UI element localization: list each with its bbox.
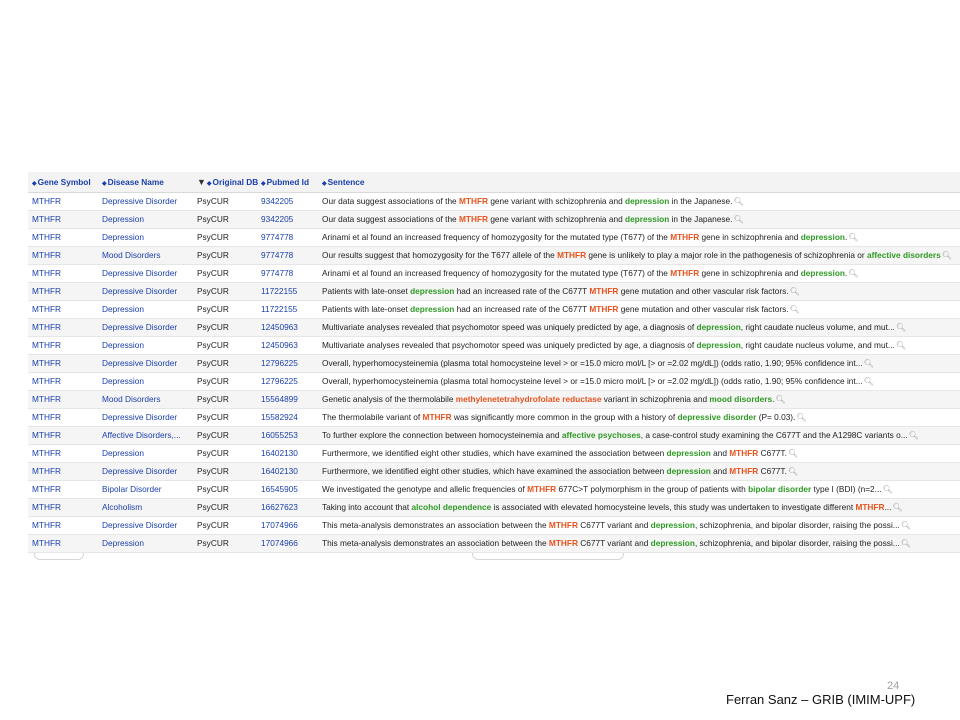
sentence-text: (P= 0.03). bbox=[756, 412, 796, 422]
sentence-text: To further explore the connection between homocysteinemia and bbox=[322, 430, 562, 440]
sentence-text: . bbox=[772, 394, 775, 404]
disease-mention: depression bbox=[625, 196, 670, 206]
disease-name-link[interactable]: Mood Disorders bbox=[98, 390, 193, 408]
sentence-text: and bbox=[710, 448, 730, 458]
sort-icon: ◆ bbox=[322, 180, 327, 187]
table-row bbox=[28, 516, 960, 534]
pubmed-id-link[interactable]: 15564899 bbox=[257, 390, 318, 408]
gene-symbol-link[interactable]: MTHFR bbox=[28, 282, 98, 300]
disease-name-link[interactable]: Depression bbox=[98, 534, 193, 552]
disease-mention: alcohol dependence bbox=[411, 502, 492, 512]
disease-name-link[interactable]: Affective Disorders,... bbox=[98, 426, 193, 444]
sentence-cell bbox=[318, 282, 960, 300]
original-db-cell: PsyCUR bbox=[193, 318, 257, 336]
sentence-cell bbox=[318, 354, 960, 372]
gene-mention: MTHFR bbox=[557, 250, 587, 260]
table-row bbox=[28, 264, 960, 282]
original-db-cell: PsyCUR bbox=[193, 462, 257, 480]
gene-mention: MTHFR bbox=[589, 286, 619, 296]
pubmed-id-link[interactable]: 11722155 bbox=[257, 300, 318, 318]
sentence-text: Patients with late-onset bbox=[322, 286, 411, 296]
pubmed-id-link[interactable]: 9774778 bbox=[257, 264, 318, 282]
sentence-cell bbox=[318, 534, 960, 552]
disease-mention: depression bbox=[666, 448, 711, 458]
gene-mention: MTHFR bbox=[527, 484, 557, 494]
sentence-text: Furthermore, we identified eight other studies, which have examined the association between bbox=[322, 466, 667, 476]
disease-mention: depression bbox=[650, 538, 695, 548]
gene-symbol-link[interactable]: MTHFR bbox=[28, 516, 98, 534]
original-db-cell: PsyCUR bbox=[193, 426, 257, 444]
sentence-text: gene variant with schizophrenia and bbox=[488, 214, 625, 224]
magnifier-icon[interactable]: 🔍︎ bbox=[900, 521, 911, 530]
table-row bbox=[28, 246, 960, 264]
magnifier-icon[interactable]: 🔍︎ bbox=[908, 431, 919, 440]
column-header-pubmed-id[interactable]: ◆Pubmed Id bbox=[257, 172, 318, 192]
original-db-cell: PsyCUR bbox=[193, 336, 257, 354]
sentence-cell bbox=[318, 228, 960, 246]
pubmed-id-link[interactable]: 17074966 bbox=[257, 516, 318, 534]
disease-mention: depression bbox=[625, 214, 670, 224]
sentence-text: Overall, hyperhomocysteinemia (plasma total homocysteine level > or =15.0 micro mol/L [> or =2.02 mg/dL]) (odds ratio, 1.90; 95% confidence int... bbox=[322, 376, 863, 386]
table-row bbox=[28, 480, 960, 498]
original-db-cell: PsyCUR bbox=[193, 282, 257, 300]
magnifier-icon[interactable]: 🔍︎ bbox=[900, 539, 911, 548]
gene-mention: MTHFR bbox=[422, 412, 452, 422]
disease-name-link[interactable]: Depression bbox=[98, 228, 193, 246]
disease-name-link[interactable]: Depressive Disorder bbox=[98, 354, 193, 372]
pubmed-id-link[interactable]: 16627623 bbox=[257, 498, 318, 516]
gene-symbol-link[interactable]: MTHFR bbox=[28, 408, 98, 426]
magnifier-icon[interactable]: 🔍︎ bbox=[796, 413, 807, 422]
gene-symbol-link[interactable]: MTHFR bbox=[28, 300, 98, 318]
sentence-cell bbox=[318, 498, 960, 516]
table-row bbox=[28, 426, 960, 444]
sentence-text: 677C>T polymorphism in the group of patients with bbox=[556, 484, 749, 494]
sentence-text: Taking into account that bbox=[322, 502, 412, 512]
gene-symbol-link[interactable]: MTHFR bbox=[28, 462, 98, 480]
sentence-text: Patients with late-onset bbox=[322, 304, 411, 314]
disease-name-link[interactable]: Depressive Disorder bbox=[98, 264, 193, 282]
sentence-text: ... bbox=[884, 502, 892, 512]
table-row bbox=[28, 372, 960, 390]
magnifier-icon[interactable]: 🔍︎ bbox=[733, 197, 744, 206]
disease-name-link[interactable]: Depressive Disorder bbox=[98, 192, 193, 210]
sentence-cell bbox=[318, 390, 960, 408]
disease-name-link[interactable]: Depression bbox=[98, 336, 193, 354]
disease-mention: depression bbox=[410, 286, 455, 296]
sentence-cell bbox=[318, 480, 960, 498]
gene-symbol-link[interactable]: MTHFR bbox=[28, 246, 98, 264]
pubmed-id-link[interactable]: 12450963 bbox=[257, 336, 318, 354]
original-db-cell: PsyCUR bbox=[193, 444, 257, 462]
sentence-cell bbox=[318, 336, 960, 354]
disease-name-link[interactable]: Depression bbox=[98, 444, 193, 462]
sentence-cell bbox=[318, 210, 960, 228]
table-row bbox=[28, 318, 960, 336]
sentence-text: Furthermore, we identified eight other studies, which have examined the association between bbox=[322, 448, 667, 458]
disease-mention: mood disorders bbox=[709, 394, 773, 404]
sentence-text: was significantly more common in the group with a history of bbox=[451, 412, 678, 422]
sentence-text: C677T. bbox=[758, 466, 787, 476]
gene-mention: MTHFR bbox=[855, 502, 885, 512]
table-row bbox=[28, 498, 960, 516]
original-db-cell: PsyCUR bbox=[193, 228, 257, 246]
pubmed-id-link[interactable]: 16402130 bbox=[257, 444, 318, 462]
original-db-cell: PsyCUR bbox=[193, 408, 257, 426]
table-row bbox=[28, 462, 960, 480]
sentence-text: gene mutation and other vascular risk factors. bbox=[618, 304, 789, 314]
sentence-cell bbox=[318, 192, 960, 210]
disease-mention: depression bbox=[696, 322, 741, 332]
disease-name-link[interactable]: Depressive Disorder bbox=[98, 282, 193, 300]
table-row bbox=[28, 444, 960, 462]
pubmed-id-link[interactable]: 15582924 bbox=[257, 408, 318, 426]
disease-mention: depression bbox=[800, 232, 845, 242]
gene-symbol-link[interactable]: MTHFR bbox=[28, 318, 98, 336]
sentence-text: variant in schizophrenia and bbox=[601, 394, 710, 404]
pubmed-id-link[interactable]: 12796225 bbox=[257, 354, 318, 372]
sentence-text: Multivariate analyses revealed that psychomotor speed was uniquely predicted by age, a diagnosis of bbox=[322, 322, 697, 332]
pubmed-id-link[interactable]: 9342205 bbox=[257, 192, 318, 210]
sentence-text: C677T variant and bbox=[577, 520, 651, 530]
sort-icon: ◆ bbox=[102, 180, 107, 187]
sentence-text: in the Japanese. bbox=[669, 214, 733, 224]
gene-mention: MTHFR bbox=[548, 520, 578, 530]
table-row bbox=[28, 354, 960, 372]
original-db-cell: PsyCUR bbox=[193, 516, 257, 534]
disease-name-link[interactable]: Mood Disorders bbox=[98, 246, 193, 264]
sentence-text: Multivariate analyses revealed that psychomotor speed was uniquely predicted by age, a diagnosis of bbox=[322, 340, 697, 350]
disease-name-link[interactable]: Depression bbox=[98, 372, 193, 390]
sentence-text: Overall, hyperhomocysteinemia (plasma total homocysteine level > or =15.0 micro mol/L [> or =2.02 mg/dL]) (odds ratio, 1.90; 95% confidence int... bbox=[322, 358, 863, 368]
disease-name-link[interactable]: Depressive Disorder bbox=[98, 516, 193, 534]
sentence-text: gene in schizophrenia and bbox=[699, 232, 801, 242]
gene-mention: MTHFR bbox=[729, 448, 759, 458]
disease-name-link[interactable]: Depressive Disorder bbox=[98, 318, 193, 336]
sentence-text: and bbox=[710, 466, 730, 476]
sentence-text: The thermolabile variant of bbox=[322, 412, 423, 422]
original-db-cell: PsyCUR bbox=[193, 246, 257, 264]
pubmed-id-link[interactable]: 17074966 bbox=[257, 534, 318, 552]
gene-symbol-link[interactable]: MTHFR bbox=[28, 426, 98, 444]
table-row bbox=[28, 408, 960, 426]
pubmed-id-link[interactable]: 16402130 bbox=[257, 462, 318, 480]
gene-symbol-link[interactable]: MTHFR bbox=[28, 372, 98, 390]
footer-credit: Ferran Sanz – GRIB (IMIM-UPF) bbox=[726, 692, 916, 707]
column-header-gene-symbol[interactable]: ◆Gene Symbol bbox=[28, 172, 98, 192]
gene-symbol-link[interactable]: MTHFR bbox=[28, 444, 98, 462]
magnifier-icon[interactable]: 🔍︎ bbox=[863, 377, 874, 386]
original-db-cell: PsyCUR bbox=[193, 372, 257, 390]
sentence-text: Arinami et al found an increased frequency of homozygosity for the mutated type (T677) of the bbox=[322, 232, 671, 242]
sentence-text: type I (BDI) (n=2... bbox=[811, 484, 882, 494]
gene-mention: MTHFR bbox=[458, 214, 489, 224]
sentence-text: C677T variant and bbox=[577, 538, 651, 548]
pubmed-id-link[interactable]: 12796225 bbox=[257, 372, 318, 390]
sentence-cell bbox=[318, 516, 960, 534]
pager-left-edge bbox=[34, 553, 84, 560]
magnifier-icon[interactable]: 🔍︎ bbox=[895, 341, 906, 350]
disease-mention: affective psychoses bbox=[561, 430, 641, 440]
gene-symbol-link[interactable]: MTHFR bbox=[28, 390, 98, 408]
pubmed-id-link[interactable]: 9774778 bbox=[257, 246, 318, 264]
sentence-text: gene variant with schizophrenia and bbox=[488, 196, 625, 206]
gene-symbol-link[interactable]: MTHFR bbox=[28, 264, 98, 282]
sentence-text: had an increased rate of the C677T bbox=[454, 304, 590, 314]
table-row bbox=[28, 336, 960, 354]
magnifier-icon[interactable]: 🔍︎ bbox=[892, 503, 903, 512]
table-row bbox=[28, 192, 960, 210]
gene-mention: MTHFR bbox=[670, 268, 700, 278]
original-db-cell: PsyCUR bbox=[193, 192, 257, 210]
original-db-cell: PsyCUR bbox=[193, 300, 257, 318]
column-header-sentence[interactable]: ◆Sentence bbox=[318, 172, 960, 192]
pubmed-id-link[interactable]: 9774778 bbox=[257, 228, 318, 246]
disease-mention: bipolar disorder bbox=[748, 484, 812, 494]
pubmed-id-link[interactable]: 16545905 bbox=[257, 480, 318, 498]
sentence-text: . bbox=[844, 268, 848, 278]
sentence-text: had an increased rate of the C677T bbox=[454, 286, 590, 296]
disease-name-link[interactable]: Depressive Disorder bbox=[98, 408, 193, 426]
sentence-text: Our data suggest associations of the bbox=[322, 214, 459, 224]
sentence-cell bbox=[318, 408, 960, 426]
sentence-text: This meta-analysis demonstrates an association between the bbox=[322, 520, 549, 530]
magnifier-icon[interactable]: 🔍︎ bbox=[787, 449, 799, 458]
sentence-text: , a case-control study examining the C677T and the A1298C variants o... bbox=[640, 430, 908, 440]
gene-mention: MTHFR bbox=[589, 304, 619, 314]
magnifier-icon[interactable]: 🔍︎ bbox=[733, 215, 744, 224]
sentence-text: , right caudate nucleus volume, and mut... bbox=[740, 322, 895, 332]
original-db-cell: PsyCUR bbox=[193, 498, 257, 516]
disease-name-link[interactable]: Alcoholism bbox=[98, 498, 193, 516]
sentence-text: . bbox=[844, 232, 848, 242]
disease-mention: depression bbox=[410, 304, 455, 314]
sentence-cell bbox=[318, 444, 960, 462]
disease-mention: affective disorders bbox=[866, 250, 941, 260]
original-db-cell: PsyCUR bbox=[193, 264, 257, 282]
sentence-text: Our data suggest associations of the bbox=[322, 196, 459, 206]
disease-mention: depression bbox=[666, 466, 711, 476]
sentence-text: Arinami et al found an increased frequency of homozygosity for the mutated type (T677) of the bbox=[322, 268, 671, 278]
pubmed-id-link[interactable]: 9342205 bbox=[257, 210, 318, 228]
gene-mention: MTHFR bbox=[729, 466, 759, 476]
disease-name-link[interactable]: Depression bbox=[98, 300, 193, 318]
table-row bbox=[28, 282, 960, 300]
sentence-text: is associated with elevated homocysteine levels, this study was undertaken to investigate different bbox=[491, 502, 856, 512]
disease-name-link[interactable]: Depression bbox=[98, 210, 193, 228]
slide-page-number: 24 bbox=[887, 680, 900, 692]
table-row bbox=[28, 210, 960, 228]
sentence-text: This meta-analysis demonstrates an association between the bbox=[322, 538, 549, 548]
disease-mention: depression bbox=[800, 268, 845, 278]
sentence-cell bbox=[318, 372, 960, 390]
magnifier-icon[interactable]: 🔍︎ bbox=[895, 323, 906, 332]
gene-mention: MTHFR bbox=[458, 196, 489, 206]
disease-mention: depressive disorder bbox=[677, 412, 757, 422]
sentence-text: in the Japanese. bbox=[669, 196, 733, 206]
gene-symbol-link[interactable]: MTHFR bbox=[28, 480, 98, 498]
magnifier-icon[interactable]: 🔍︎ bbox=[775, 395, 786, 404]
sentence-text: Our results suggest that homozygosity for the T677 allele of the bbox=[322, 250, 558, 260]
magnifier-icon[interactable]: 🔍︎ bbox=[848, 269, 859, 278]
sentence-text: gene mutation and other vascular risk factors. bbox=[618, 286, 789, 296]
table-row bbox=[28, 300, 960, 318]
original-db-cell: PsyCUR bbox=[193, 534, 257, 552]
original-db-cell: PsyCUR bbox=[193, 480, 257, 498]
pubmed-id-link[interactable]: 12450963 bbox=[257, 318, 318, 336]
gene-symbol-link[interactable]: MTHFR bbox=[28, 210, 98, 228]
sentence-text: gene in schizophrenia and bbox=[699, 268, 801, 278]
magnifier-icon[interactable]: 🔍︎ bbox=[882, 485, 893, 494]
sentence-text: We investigated the genotype and allelic frequencies of bbox=[322, 484, 528, 494]
pubmed-id-link[interactable]: 16055253 bbox=[257, 426, 318, 444]
gene-symbol-link[interactable]: MTHFR bbox=[28, 534, 98, 552]
sentence-cell bbox=[318, 426, 960, 444]
sentence-text: , schizophrenia, and bipolar disorder, raising the possi... bbox=[694, 538, 900, 548]
gene-mention: methylenetetrahydrofolate reductase bbox=[455, 394, 602, 404]
sentence-cell bbox=[318, 264, 960, 282]
magnifier-icon[interactable]: 🔍︎ bbox=[863, 359, 874, 368]
sentence-cell bbox=[318, 318, 960, 336]
gene-symbol-link[interactable]: MTHFR bbox=[28, 336, 98, 354]
gene-symbol-link[interactable]: MTHFR bbox=[28, 228, 98, 246]
sentence-text: gene is unlikely to play a major role in the pathogenesis of schizophrenia or bbox=[586, 250, 867, 260]
disease-name-link[interactable]: Depressive Disorder bbox=[98, 462, 193, 480]
column-header-disease-name[interactable]: ◆Disease Name bbox=[98, 172, 193, 192]
gene-mention: MTHFR bbox=[670, 232, 700, 242]
sort-icon: ◆ bbox=[32, 180, 37, 187]
magnifier-icon[interactable]: 🔍︎ bbox=[789, 305, 800, 314]
table-row bbox=[28, 390, 960, 408]
disease-mention: depression bbox=[650, 520, 695, 530]
gene-symbol-link[interactable]: MTHFR bbox=[28, 354, 98, 372]
disease-name-link[interactable]: Bipolar Disorder bbox=[98, 480, 193, 498]
disease-mention: depression bbox=[696, 340, 741, 350]
pubmed-id-link[interactable]: 11722155 bbox=[257, 282, 318, 300]
gene-symbol-link[interactable]: MTHFR bbox=[28, 498, 98, 516]
gene-symbol-link[interactable]: MTHFR bbox=[28, 192, 98, 210]
sort-icon: ◆ bbox=[261, 180, 266, 187]
column-header-original-db[interactable]: ▼◆Original DB bbox=[193, 172, 257, 192]
results-grid bbox=[28, 172, 960, 553]
sentence-text: , right caudate nucleus volume, and mut... bbox=[740, 340, 895, 350]
magnifier-icon[interactable]: 🔍︎ bbox=[789, 287, 800, 296]
magnifier-icon[interactable]: 🔍︎ bbox=[848, 233, 859, 242]
sentence-cell bbox=[318, 462, 960, 480]
gene-disease-table bbox=[28, 172, 960, 553]
table-row bbox=[28, 534, 960, 552]
magnifier-icon[interactable]: 🔍︎ bbox=[941, 251, 952, 260]
original-db-cell: PsyCUR bbox=[193, 390, 257, 408]
filter-icon[interactable]: ▼ bbox=[197, 176, 206, 187]
sentence-text: , schizophrenia, and bipolar disorder, raising the possi... bbox=[694, 520, 900, 530]
original-db-cell: PsyCUR bbox=[193, 354, 257, 372]
sentence-cell bbox=[318, 246, 960, 264]
table-body bbox=[28, 192, 960, 552]
pager-right-edge bbox=[472, 553, 624, 560]
sentence-text: Genetic analysis of the thermolabile bbox=[322, 394, 456, 404]
sort-icon: ◆ bbox=[206, 180, 212, 187]
original-db-cell: PsyCUR bbox=[193, 210, 257, 228]
table-row bbox=[28, 228, 960, 246]
sentence-text: C677T. bbox=[758, 448, 787, 458]
magnifier-icon[interactable]: 🔍︎ bbox=[787, 467, 799, 476]
table-header-row bbox=[28, 172, 960, 192]
gene-mention: MTHFR bbox=[548, 538, 578, 548]
sentence-cell bbox=[318, 300, 960, 318]
